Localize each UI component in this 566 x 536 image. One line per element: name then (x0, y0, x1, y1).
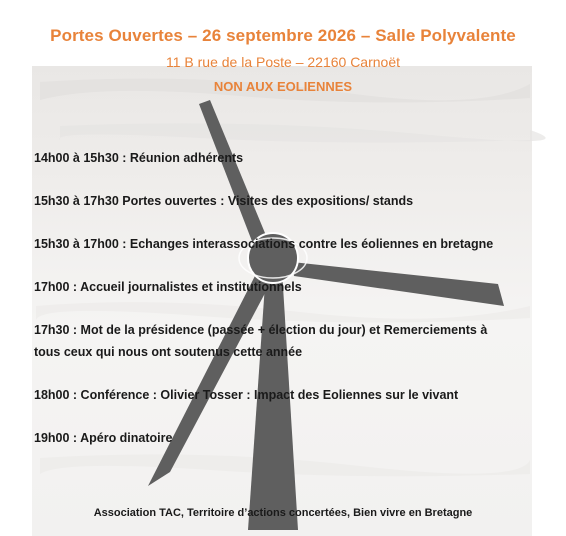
schedule-item: 17h30 : Mot de la présidence (passée + élection du jour) et Remerciements à (34, 323, 488, 337)
slogan: NON AUX EOLIENNES (213, 79, 353, 94)
schedule-item-continuation: tous ceux qui nous ont soutenus cette année (34, 345, 303, 359)
organization-name: Association TAC, Territoire d’actions concertées, Bien vivre en Bretagne (93, 507, 473, 519)
schedule-item: 17h00 : Accueil journalistes et institutionnels (34, 280, 302, 294)
page-title: Portes Ouvertes – 26 septembre 2026 – Salle Polyvalente (50, 26, 516, 45)
venue-address: 11 B rue de la Poste – 22160 Carnoët (165, 54, 400, 70)
brush-stroke (59, 123, 545, 142)
schedule-item: 19h00 : Apéro dinatoire (34, 431, 173, 445)
schedule-item: 15h30 à 17h30 Portes ouvertes : Visites des expositions/ stands (34, 194, 414, 208)
schedule-item: 15h30 à 17h00 : Echanges interassociations contre les éoliennes en bretagne (34, 237, 494, 251)
schedule-item: 14h00 à 15h30 : Réunion adhérents (34, 151, 244, 165)
schedule-item: 18h00 : Conférence : Olivier Tosser : Impact des Eoliennes sur le vivant (34, 388, 459, 402)
